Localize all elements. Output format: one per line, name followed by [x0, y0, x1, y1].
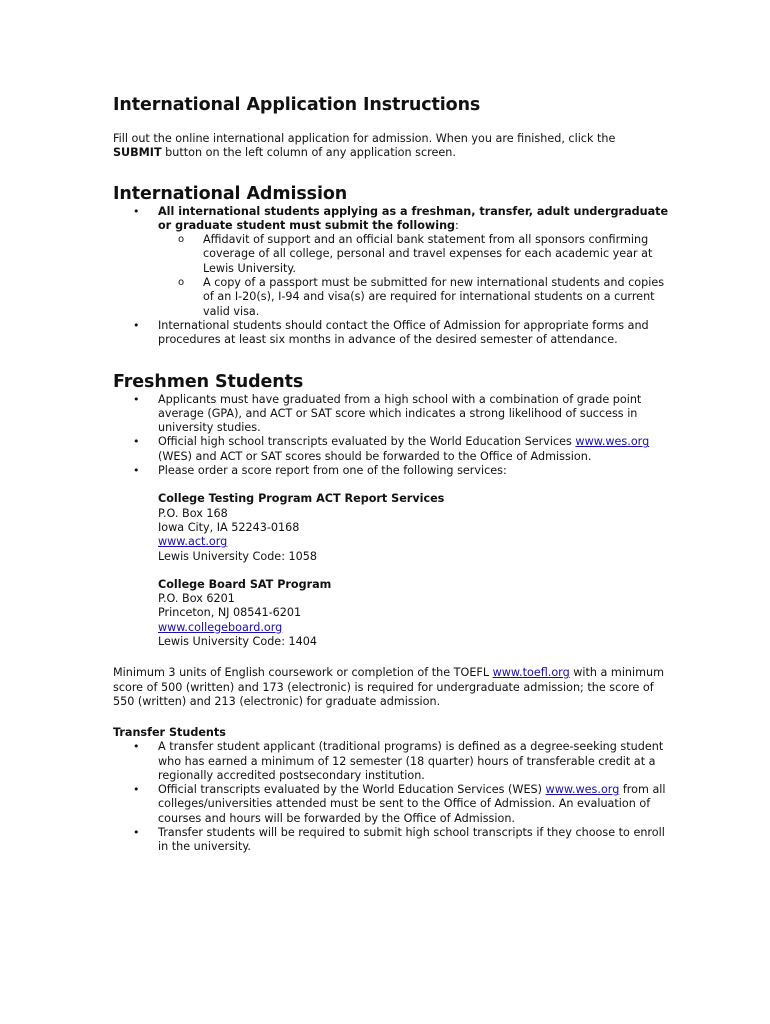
item-text: from all colleges/universities attended must be sent to the Office of Admission. An evaluation of courses and hours will be forwarded by the Office of Admission. [158, 783, 666, 825]
wes-link[interactable]: www.wes.org [575, 435, 650, 449]
sub-item-text: A copy of a passport must be submitted for new international students and copies of an I-20(s), I-94 and visa(s) are required for international students on a current valid visa. [203, 276, 665, 318]
sat-name-text: College Board SAT Program [158, 577, 332, 591]
instructions-heading: International Application Instructions [113, 95, 481, 115]
list-item [113, 740, 673, 783]
list-item [113, 783, 673, 826]
circle-bullet-icon: o [178, 234, 185, 246]
act-box: P.O. Box 168 [158, 506, 228, 520]
item-text: (WES) and ACT or SAT scores should be forwarded to the Office of Admission. [158, 449, 592, 463]
toefl-link[interactable]: www.toefl.org [492, 666, 570, 680]
act-link[interactable]: www.act.org [158, 535, 228, 549]
bullet-icon: • [133, 435, 140, 449]
sub-item-text: Affidavit of support and an official bank statement from all sponsors confirming coverage of all college, personal and travel expenses for each academic year at Lewis University. [203, 233, 653, 275]
sat-name [158, 578, 673, 592]
sat-box: P.O. Box 6201 [158, 592, 235, 606]
bullet-icon: • [133, 392, 140, 406]
act-name [158, 492, 673, 506]
international-admission-heading: International Admission [113, 183, 348, 204]
collegeboard-link[interactable]: www.collegeboard.org [158, 620, 283, 634]
act-city: Iowa City, IA 52243-0168 [158, 520, 300, 534]
freshmen-heading: Freshmen Students [113, 371, 304, 392]
list-item [113, 319, 673, 348]
wes-link[interactable]: www.wes.org [545, 783, 620, 797]
instructions-text-part: button on the left column of any application screen. [161, 146, 456, 160]
list-item [113, 464, 673, 478]
bullet-icon: • [133, 204, 140, 218]
item-text: Applicants must have graduated from a high school with a combination of grade point average (GPA), and ACT or SAT score which indicates a strong likelihood of success in university studies. [158, 392, 642, 435]
item-text: Please order a score report from one of the following services: [158, 464, 507, 478]
bullet-icon: • [133, 318, 140, 332]
list-item [113, 393, 673, 436]
document-page [113, 94, 673, 855]
list-item [113, 826, 673, 855]
sat-code: Lewis University Code: 1404 [158, 635, 317, 649]
item-text: Official transcripts evaluated by the World Education Services (WES) [158, 783, 546, 797]
sat-city: Princeton, NJ 08541-6201 [158, 606, 302, 620]
requirement-text: All international students applying as a freshman, transfer, adult undergraduate or graduate student must submit the following [158, 204, 669, 232]
act-address-block [113, 492, 673, 563]
act-code: Lewis University Code: 1058 [158, 549, 317, 563]
transfer-heading: Transfer Students [113, 726, 226, 740]
toefl-text: Minimum 3 units of English coursework or completion of the TOEFL [113, 666, 493, 680]
circle-bullet-icon: o [178, 277, 185, 289]
toefl-paragraph [113, 666, 673, 709]
requirement-colon: : [455, 218, 459, 232]
transfer-list [113, 740, 673, 854]
bullet-icon: • [133, 783, 140, 797]
toefl-text: with a minimum score of 500 (written) and 173 (electronic) is required for undergraduate admission; the score of 550 (written) and 213 (electronic) for graduate admission. [113, 666, 665, 708]
bullet-icon: • [133, 825, 140, 839]
freshmen-list [113, 393, 673, 479]
sub-list-item [158, 233, 673, 276]
item-text: International students should contact the Office of Admission for appropriate forms and procedures at least six months in advance of the desired semester of attendance. [158, 318, 649, 347]
sat-address-block [113, 578, 673, 649]
sub-list [158, 233, 673, 319]
list-item [113, 435, 673, 464]
bullet-icon: • [133, 464, 140, 478]
submit-keyword: SUBMIT [113, 146, 162, 160]
act-link-row [158, 535, 673, 549]
international-admission-list [113, 205, 673, 348]
instructions-text-part: Fill out the online international application for admission. When you are finished, click the [113, 132, 616, 145]
list-item [113, 205, 673, 319]
item-text: Official high school transcripts evaluated by the World Education Services [158, 435, 572, 449]
sub-list-item [158, 276, 673, 319]
item-text: A transfer student applicant (traditional programs) is defined as a degree-seeking student who has earned a minimum of 12 semester (18 quarter) hours of transferable credit at a regionally accredited postsecondary institution. [158, 740, 664, 782]
act-name-text: College Testing Program ACT Report Services [158, 492, 445, 506]
bullet-icon: • [133, 740, 140, 754]
sat-link-row [158, 621, 673, 635]
item-text: Transfer students will be required to submit high school transcripts if they choose to enroll in the university. [158, 825, 665, 854]
instructions-text [113, 132, 673, 161]
